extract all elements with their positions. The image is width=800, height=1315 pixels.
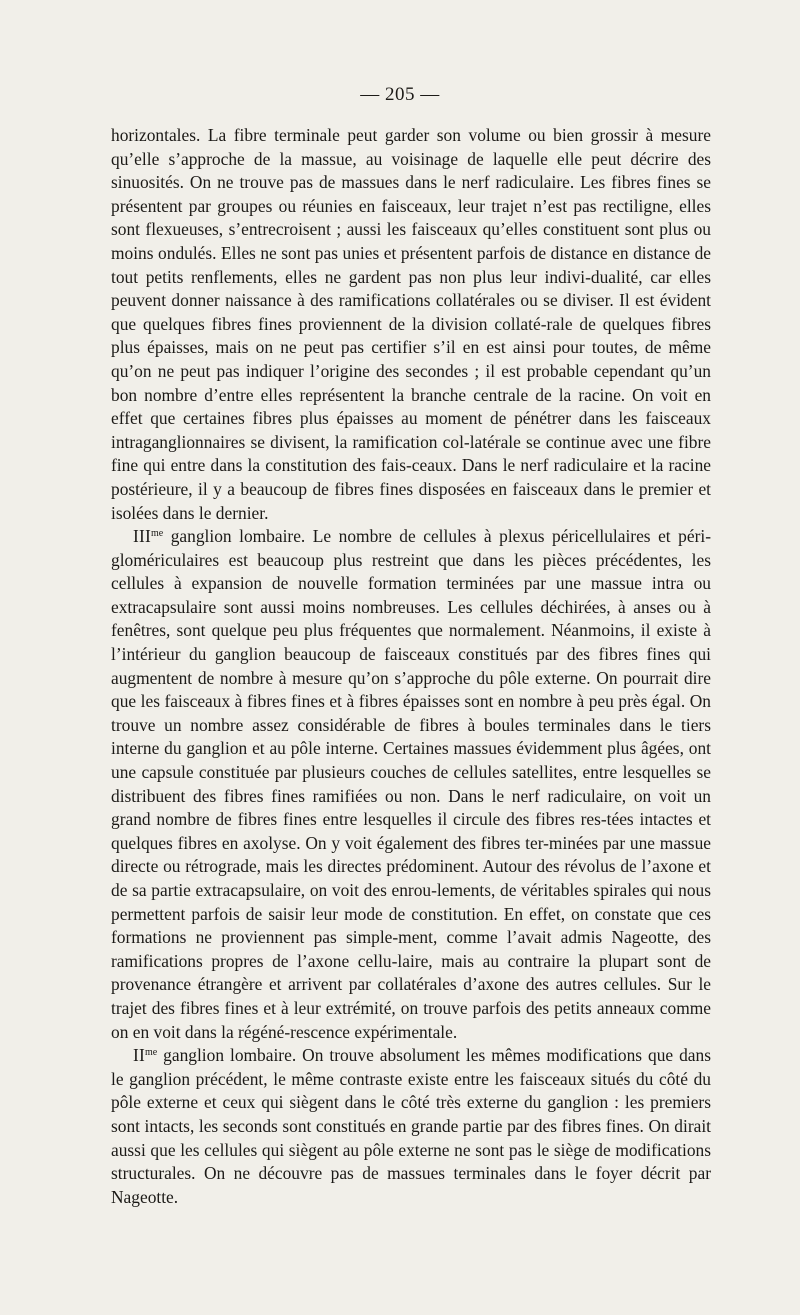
ordinal-suffix: me bbox=[150, 528, 164, 540]
paragraph-text: ganglion lombaire. On trouve absolument les mêmes modifications que dans le ganglion précédent, le même contraste existe entre les faisceaux situés du côté du pôle externe et ceux qui siègent dans le côté très externe du ganglion : les premiers sont intacts, les seconds sont constitués en grande partie par des fibres fines. On dirait aussi que les cellules qui siègent au pôle externe ne sont pas le siège de modifications structurales. On ne découvre pas de massues terminales dans le foyer décrit par Nageotte. bbox=[111, 1045, 711, 1207]
paragraph-text: ganglion lombaire. Le nombre de cellules à plexus péricellulaires et péri-glomériculaires est beaucoup plus restreint que dans les pièces précédentes, les cellules à expansion de nouvelle formation terminées par une massue intra ou extracapsulaire sont aussi moins nombreuses. Les cellules déchirées, à anses ou à fenêtres, sont quelque peu plus fréquentes que normalement. Néanmoins, il existe à l’intérieur du ganglion beaucoup de faisceaux constitués par des fibres fines qui augmentent de nombre à mesure qu’on s’approche du pôle externe. On pourrait dire que les faisceaux à fibres fines et à fibres épaisses sont en nombre à peu près égal. On trouve un nombre assez considérable de fibres à boules terminales dans le tiers interne du ganglion et au pôle interne. Certaines massues évidemment plus âgées, ont une capsule constituée par plusieurs couches de cellules satellites, entre lesquelles se distribuent des fibres fines ramifiées ou non. Dans le nerf radiculaire, on voit un grand nombre de fibres fines entre lesquelles il circule des fibres res-tées intactes et quelques fibres en axolyse. On y voit également des fibres ter-minées par une massue directe ou rétrograde, mais les directes prédominent. Autour des révolus de l’axone et de sa partie extracapsulaire, on voit des enrou-lements, de véritables spirales qui nous permettent parfois de saisir leur mode de constitution. En effet, on constate que ces formations ne proviennent pas simple-ment, comme l’avait admis Nageotte, des ramifications propres de l’axone cellu-laire, mais au contraire la plupart sont de provenance étrangère et arrivent par collatérales d’axone des autres cellules. Sur le trajet des fibres fines et à leur extrémité, on trouve parfois des petits anneaux comme on en voit dans la régéné-rescence expérimentale. bbox=[111, 526, 711, 1042]
ordinal-suffix: me bbox=[144, 1047, 158, 1059]
roman-numeral: III bbox=[133, 526, 151, 547]
paragraph-iii-ganglion bbox=[111, 525, 711, 1044]
paragraph-ii-ganglion bbox=[111, 1044, 711, 1209]
paragraph: horizontales. La fibre terminale peut garder son volume ou bien grossir à mesure qu’elle s’approche de la massue, au voisinage de laquelle elle peut décrire des sinuosités. On ne trouve pas de massues dans le nerf radiculaire. Les fibres fines se présentent par groupes ou réunies en faisceaux, leur trajet n’est pas rectiligne, elles sont flexueuses, s’entrecroisent ; aussi les faisceaux qu’elles constituent sont plus ou moins ondulés. Elles ne sont pas unies et présentent parfois de distance en distance de tout petits renflements, elles ne gardent pas non plus leur indivi-dualité, car elles peuvent donner naissance à des ramifications collatérales ou se diviser. Il est évident que quelques fibres fines proviennent de la division collaté-rale de quelques fibres plus épaisses, mais on ne peut pas certifier s’il en est ainsi pour toutes, de même qu’on ne peut pas indiquer l’origine des secondes ; il est probable cependant qu’un bon nombre d’entre elles représentent la branche centrale de la racine. On voit en effet que certaines fibres plus épaisses au moment de pénétrer dans les faisceaux intraganglionnaires se divisent, la ramification col-latérale se continue avec une fibre fine qui entre dans la constitution des fais-ceaux. Dans le nerf radiculaire et la racine postérieure, il y a beaucoup de fibres fines disposées en faisceaux dans le premier et isolées dans le dernier. bbox=[111, 125, 711, 523]
body-text bbox=[111, 124, 711, 1209]
roman-numeral: II bbox=[133, 1045, 145, 1066]
page-number: — 205 — bbox=[360, 84, 440, 105]
